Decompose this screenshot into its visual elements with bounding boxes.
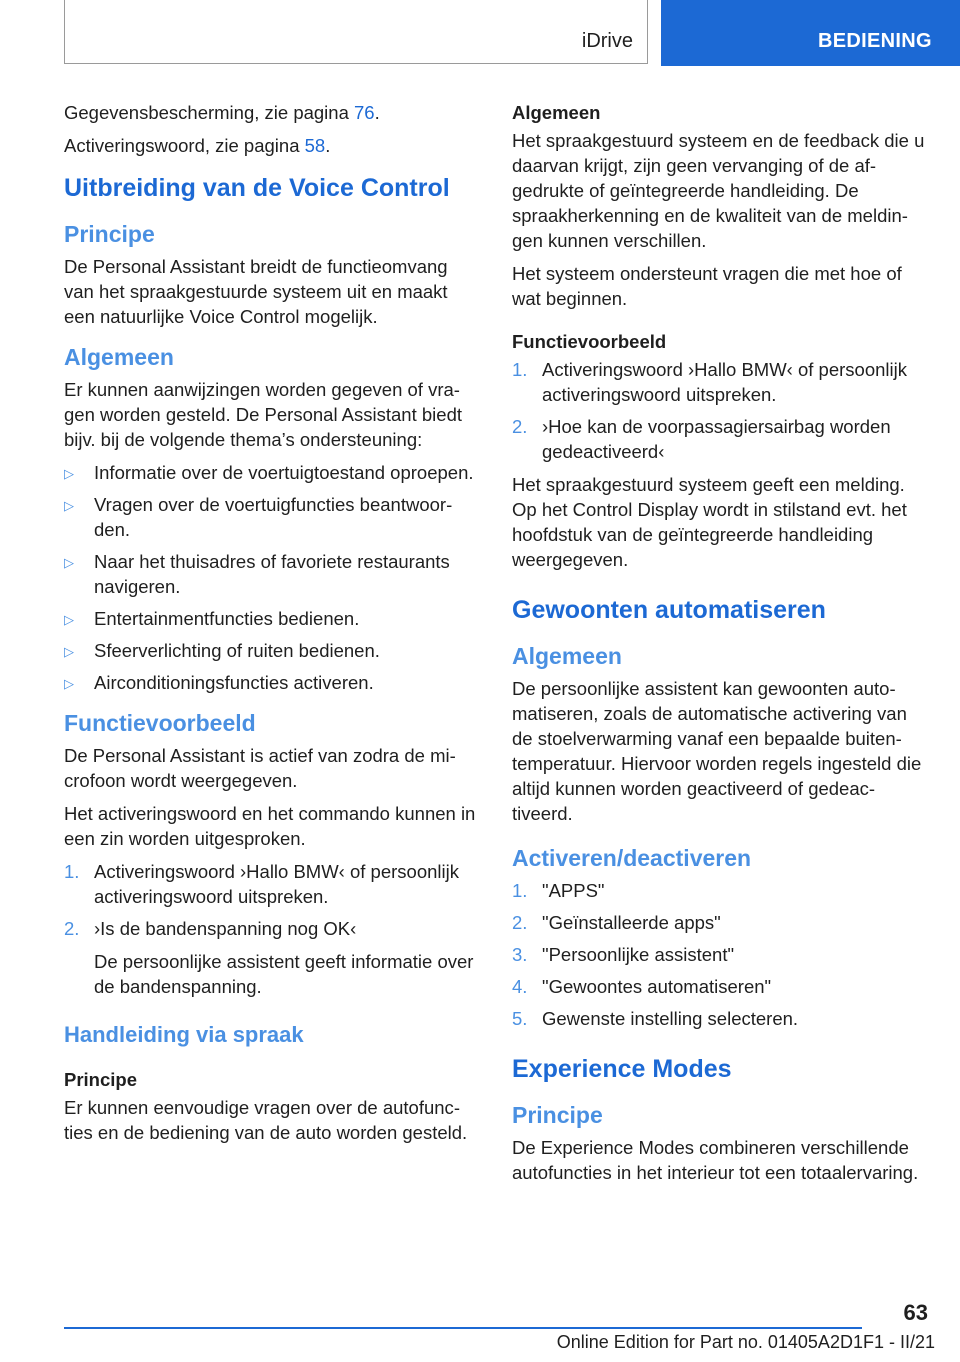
functie-text-2: Het activeringswoord en het commando kunnen in een zin worden uitgesproken. xyxy=(64,803,476,849)
page-header xyxy=(0,0,960,66)
heading-activeren: Activeren/deactiveren xyxy=(512,845,752,871)
list-item: 3. "Persoonlijke assistent" xyxy=(512,944,735,965)
list-item: ▷ Sfeerverlichting of ruiten bedienen. xyxy=(64,638,480,663)
step-number: 2. xyxy=(64,918,80,939)
step-number: 2. xyxy=(512,912,528,933)
activation-steps xyxy=(512,878,926,1031)
header-chapter-label: BEDIENING xyxy=(818,30,932,52)
list-item: 2. ›Hoe kan de voorpassagiersairbag worden gedeactiveerd‹ xyxy=(512,416,891,462)
step-number: 2. xyxy=(512,416,528,437)
algemeen-sub-text-2: Het systeem ondersteunt vragen die met hoe of wat beginnen. xyxy=(512,263,902,309)
step-number: 1. xyxy=(64,861,80,882)
triangle-bullet-icon: ▷ xyxy=(64,498,74,513)
heading-algemeen-sub: Algemeen xyxy=(512,102,601,123)
principe-text: De Personal Assistant breidt de functieomvang van het spraakgestuurde systeem uit en maakt een natuurlijke Voice Control mogelijk. xyxy=(64,256,448,327)
experience-text: De Experience Modes combineren verschillende autofuncties in het interieur tot een totaalervaring. xyxy=(512,1137,919,1183)
heading-functievoorbeeld: Functievoorbeeld xyxy=(64,710,256,736)
footer-edition: Online Edition for Part no. 01405A2D1F1 - II/21 xyxy=(556,1332,935,1352)
list-item: 5. Gewenste instelling selecteren. xyxy=(512,1008,799,1029)
footer-divider xyxy=(64,1327,862,1329)
list-item: 2. ›Is de bandenspanning nog OK‹ De persoonlijke assistent geeft informatie over de bandenspanning. xyxy=(64,916,480,999)
heading-voice-control: Uitbreiding van de Voice Control xyxy=(64,174,450,202)
list-item: ▷ Informatie over de voertuigtoestand oproepen. xyxy=(64,460,480,485)
right-column xyxy=(512,100,926,1193)
heading-principe: Principe xyxy=(64,221,155,247)
step-number: 3. xyxy=(512,944,528,965)
example-steps xyxy=(64,859,480,999)
triangle-bullet-icon: ▷ xyxy=(64,612,74,627)
step-result: De persoonlijke assistent geeft informatie over de bandenspanning. xyxy=(94,951,474,997)
list-item: 1. Activeringswoord ›Hallo BMW‹ of persoonlijk activeringswoord uitspreken. xyxy=(64,861,459,907)
heading-functievoorbeeld-sub: Functievoorbeeld xyxy=(512,331,667,352)
triangle-bullet-icon: ▷ xyxy=(64,644,74,659)
heading-handleiding-principe: Principe xyxy=(64,1069,137,1090)
triangle-bullet-icon: ▷ xyxy=(64,676,74,691)
activation-word-ref: Activeringswoord, zie pagina 58. xyxy=(64,135,331,156)
functie-text-1: De Personal Assistant is actief van zodra de microfoon wordt weergegeven. xyxy=(64,745,456,791)
algemeen-sub-text-1: Het spraakgestuurd systeem en de feedback die u daarvan krijgt, zijn geen vervanging of de afgedrukte of geïntegreerde handleiding. De spraakherkenning en de kwaliteit van de meldingen kunnen verschillen. xyxy=(512,130,925,251)
algemeen-text: Er kunnen aanwijzingen worden gegeven of vragen worden gesteld. De Personal Assistant biedt bijv. bij de volgende thema’s ondersteuning: xyxy=(64,379,462,450)
topics-list xyxy=(64,460,480,695)
list-item: 2. "Geïnstalleerde apps" xyxy=(512,912,721,933)
header-section-label: iDrive xyxy=(581,30,633,52)
handleiding-text: Er kunnen eenvoudige vragen over de autofuncties en de bediening van de auto worden gesteld. xyxy=(64,1097,468,1143)
step-number: 5. xyxy=(512,1008,528,1029)
triangle-bullet-icon: ▷ xyxy=(64,466,74,481)
heading-algemeen: Algemeen xyxy=(64,344,174,370)
list-item: ▷ Airconditioningsfuncties activeren. xyxy=(64,670,480,695)
privacy-ref: Gegevensbescherming, zie pagina 76. xyxy=(64,102,380,123)
list-item: ▷ Vragen over de voertuigfuncties beantwoorden. xyxy=(64,494,453,540)
heading-gewoonten: Gewoonten automatiseren xyxy=(512,596,826,624)
heading-handleiding: Handleiding via spraak xyxy=(64,1022,304,1047)
functie-result-text: Het spraakgestuurd systeem geeft een melding. Op het Control Display wordt in stilstand evt. het hoofdstuk van de geïntegreerde handleiding weergegeven. xyxy=(512,474,907,570)
header-section-tab xyxy=(64,0,648,64)
step-number: 4. xyxy=(512,976,528,997)
page-number: 63 xyxy=(903,1300,928,1325)
header-chapter-tab xyxy=(661,0,960,66)
step-number: 1. xyxy=(512,880,528,901)
example-steps-right xyxy=(512,357,926,464)
list-item: ▷ Naar het thuisadres of favoriete restaurants navigeren. xyxy=(64,551,450,597)
list-item: ▷ Entertainmentfuncties bedienen. xyxy=(64,606,480,631)
triangle-bullet-icon: ▷ xyxy=(64,555,74,570)
heading-experience-modes: Experience Modes xyxy=(512,1055,732,1083)
left-column xyxy=(64,100,480,1153)
page-link-58[interactable]: 58 xyxy=(304,135,326,156)
heading-gewoonten-algemeen: Algemeen xyxy=(512,643,622,669)
step-number: 1. xyxy=(512,359,528,380)
heading-experience-principe: Principe xyxy=(512,1102,603,1128)
list-item: 1. "APPS" xyxy=(512,880,605,901)
page-link-76[interactable]: 76 xyxy=(354,102,375,123)
list-item: 1. Activeringswoord ›Hallo BMW‹ of persoonlijk activeringswoord uitspreken. xyxy=(512,359,907,405)
gewoonten-text: De persoonlijke assistent kan gewoonten automatiseren, zoals de automatische activering van de stoelverwarming vanaf een bepaalde buitentemperatuur. Hiervoor worden regels ingesteld die altijd kunnen worden geactiveerd of gedeactiveerd. xyxy=(512,678,922,824)
list-item: 4. "Gewoontes automatiseren" xyxy=(512,976,772,997)
